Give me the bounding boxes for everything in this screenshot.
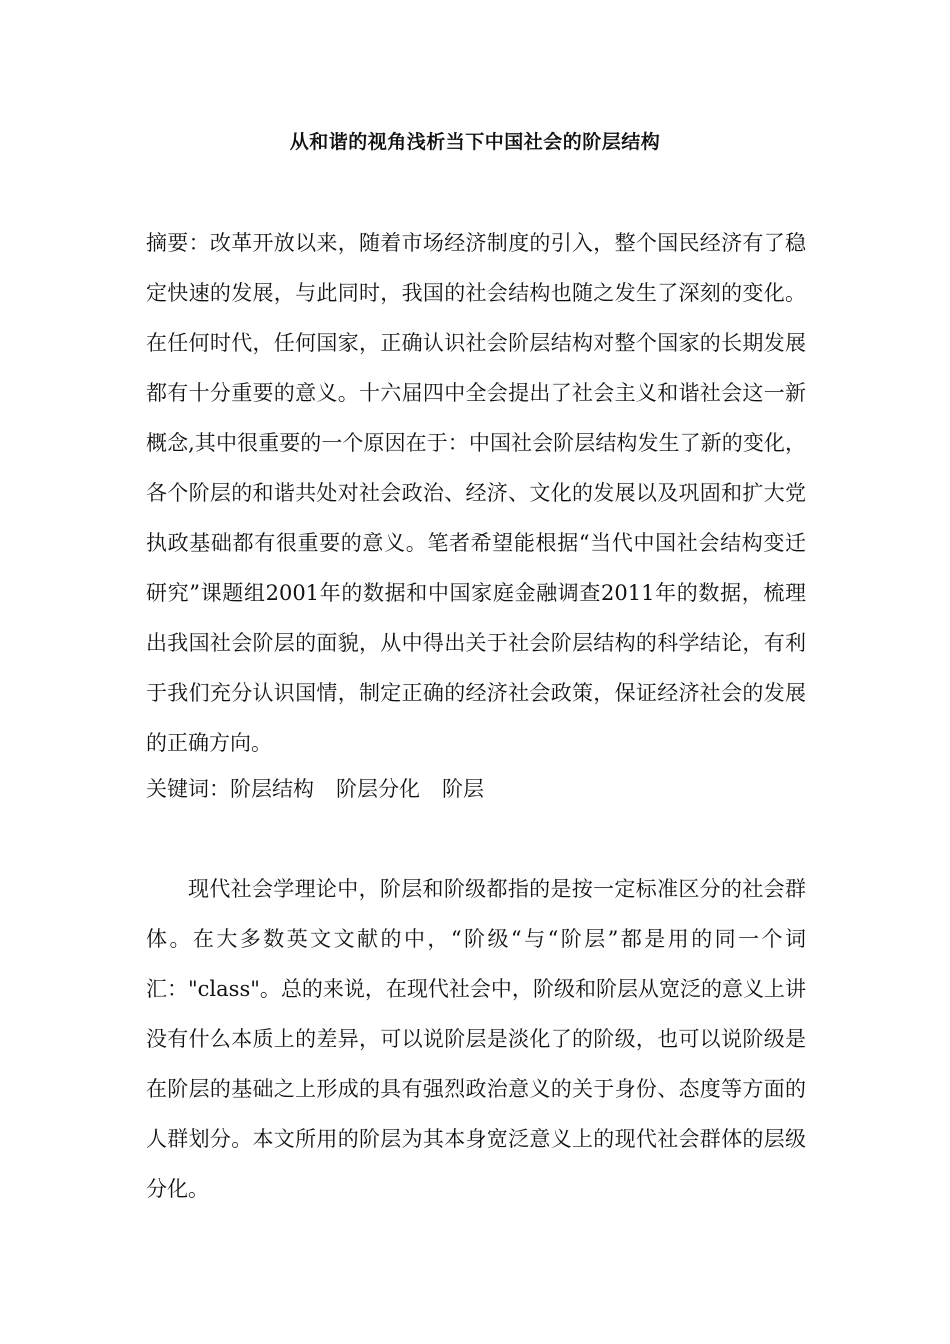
keyword-item: 阶层结构 — [230, 777, 314, 801]
keyword-item: 阶层分化 — [336, 777, 420, 801]
document-title: 从和谐的视角浅析当下中国社会的阶层结构 — [289, 131, 661, 153]
keyword-item: 阶层 — [442, 777, 484, 801]
keywords-label: 关键词： — [146, 777, 230, 801]
body-paragraph: 现代社会学理论中，阶层和阶级都指的是按一定标准区分的社会群体。在大多数英文文献的中，“阶级“与“阶层”都是用的同一个词汇："class"。总的来说，在现代社会中，阶级和阶层从宽泛的意义上讲没有什么本质上的差异，可以说阶层是淡化了的阶级，也可以说阶级是在阶层的基础之上形成的具有强烈政治意义的关于身份、态度等方面的人群划分。本文所用的阶层为其本身宽泛意义上的现代社会群体的层级分化。 — [146, 877, 806, 1201]
abstract-paragraph: 摘要：改革开放以来，随着市场经济制度的引入，整个国民经济有了稳定快速的发展，与此同时，我国的社会结构也随之发生了深刻的变化。在任何时代，任何国家，正确认识社会阶层结构对整个国家的长期发展都有十分重要的意义。十六届四中全会提出了社会主义和谐社会这一新概念,其中很重要的一个原因在于：中国社会阶层结构发生了新的变化，各个阶层的和谐共处对社会政治、经济、文化的发展以及巩固和扩大党执政基础都有很重要的意义。笔者希望能根据“当代中国社会结构变迁研究”课题组2001年的数据和中国家庭金融调查2011年的数据，梳理出我国社会阶层的面貌，从中得出关于社会阶层结构的科学结论，有利于我们充分认识国情，制定正确的经济社会政策，保证经济社会的发展的正确方向。 — [146, 231, 806, 755]
keywords-line — [146, 764, 806, 814]
